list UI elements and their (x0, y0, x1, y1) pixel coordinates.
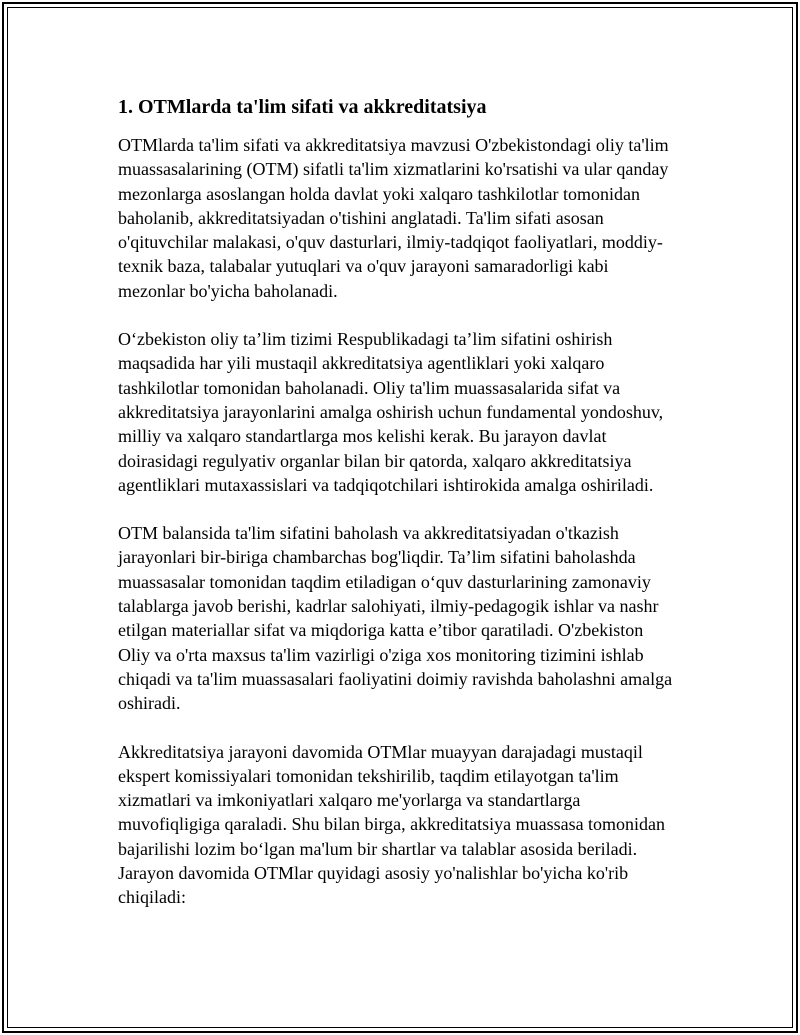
paragraph-line: mezonlar bo'yicha baholanadi. (118, 280, 338, 301)
paragraph-line: muassasalarining (OTM) sifatli ta'lim xizmatlarini ko'rsatishi va ular qanday (118, 159, 669, 180)
paragraph-line: texnik baza, talabalar yutuqlari va o'quv jarayoni samaradorligi kabi (118, 256, 609, 277)
paragraph-line: milliy va xalqaro standartlarga mos kelishi kerak. Bu jarayon davlat (118, 426, 607, 447)
paragraph-1 (118, 133, 718, 303)
document-content (118, 95, 718, 934)
paragraph-line: chiqiladi: (118, 887, 186, 908)
paragraph-line: chiqadi va ta'lim muassasalari faoliyatini doimiy ravishda baholashni amalga (118, 668, 673, 689)
paragraph-line: Jarayon davomida OTMlar quyidagi asosiy yo'nalishlar bo'yicha ko'rib (118, 863, 629, 884)
paragraph-4 (118, 740, 718, 910)
paragraph-line: ekspert komissiyalari tomonidan tekshirilib, taqdim etilayotgan ta'lim (118, 765, 619, 786)
paragraph-line: bajarilishi lozim bo‘lgan ma'lum bir shartlar va talablar asosida beriladi. (118, 838, 638, 859)
paragraph-line: talablarga javob berishi, kadrlar salohiyati, ilmiy-pedagogik ishlar va nashr (118, 596, 659, 617)
paragraph-line: xizmatlari va imkoniyatlari xalqaro me'yorlarga va standartlarga (118, 790, 581, 811)
paragraph-line: O‘zbekiston oliy ta’lim tizimi Respublikadagi ta’lim sifatini oshirish (118, 329, 613, 350)
paragraph-line: baholanib, akkreditatsiyadan o'tishini anglatadi. Ta'lim sifati asosan (118, 207, 604, 228)
section-heading: 1. OTMlarda ta'lim sifati va akkreditatsiya (118, 96, 487, 118)
paragraph-line: muvofiqligiga qaraladi. Shu bilan birga, akkreditatsiya muassasa tomonidan (118, 814, 666, 835)
paragraph-2 (118, 327, 718, 497)
paragraph-line: Akkreditatsiya jarayoni davomida OTMlar muayyan darajadagi mustaqil (118, 741, 643, 762)
paragraph-line: agentliklari mutaxassislari va tadqiqotchilari ishtirokida amalga oshiriladi. (118, 474, 654, 495)
paragraph-line: OTMlarda ta'lim sifati va akkreditatsiya mavzusi O'zbekistondagi oliy ta'lim (118, 135, 669, 155)
paragraph-line: tashkilotlar tomonidan baholanadi. Oliy ta'lim muassasalarida sifat va (118, 377, 621, 398)
paragraph-line: etilgan materiallar sifat va miqdoriga katta e’tibor qaratiladi. O'zbekiston (118, 620, 644, 641)
paragraph-line: akkreditatsiya jarayonlarini amalga oshirish uchun fundamental yondoshuv, (118, 401, 664, 422)
paragraph-line: o'qituvchilar malakasi, o'quv dasturlari, ilmiy-tadqiqot faoliyatlari, moddiy- (118, 232, 663, 253)
paragraph-line: mezonlarga asoslangan holda davlat yoki xalqaro tashkilotlar tomonidan (118, 183, 641, 204)
paragraph-line: muassasalar tomonidan taqdim etiladigan o‘quv dasturlarining zamonaviy (118, 571, 651, 592)
paragraph-line: oshiradi. (118, 693, 181, 714)
paragraph-list (118, 133, 718, 910)
paragraph-line: jarayonlari bir-biriga chambarchas bog'liqdir. Ta’lim sifatini baholashda (118, 547, 636, 568)
paragraph-line: OTM balansida ta'lim sifatini baholash va akkreditatsiyadan o'tkazish (118, 523, 619, 544)
paragraph-line: maqsadida har yili mustaqil akkreditatsiya agentliklari yoki xalqaro (118, 353, 605, 374)
paragraph-line: doirasidagi regulyativ organlar bilan bir qatorda, xalqaro akkreditatsiya (118, 450, 632, 471)
paragraph-3 (118, 521, 718, 715)
paragraph-line: Oliy va o'rta maxsus ta'lim vazirligi o'ziga xos monitoring tizimini ishlab (118, 644, 644, 665)
